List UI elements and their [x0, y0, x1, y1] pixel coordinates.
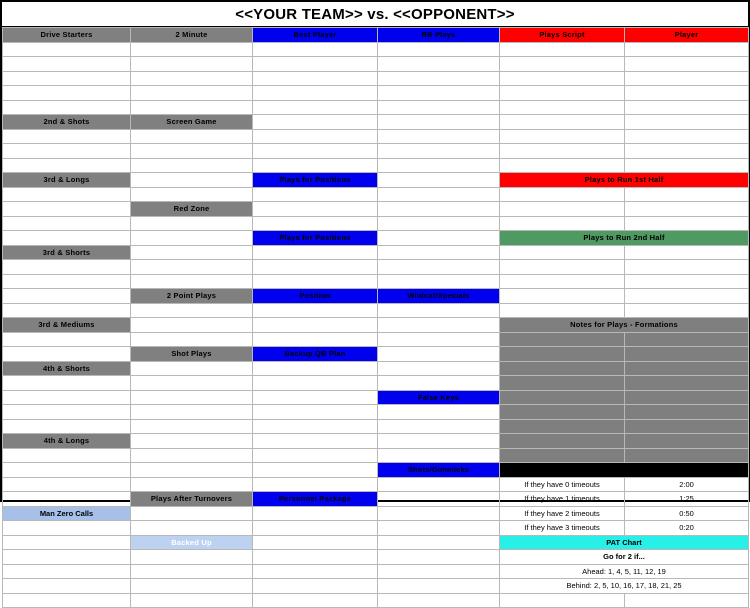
cell[interactable] — [253, 564, 378, 579]
timeout-row-label: If they have 2 timeouts — [500, 506, 625, 521]
table-row — [3, 245, 749, 260]
cell[interactable] — [131, 100, 253, 115]
cell[interactable] — [625, 303, 749, 318]
cell[interactable] — [131, 361, 253, 376]
cell[interactable] — [3, 144, 131, 159]
timeout-row-label: If they have 0 timeouts — [500, 477, 625, 492]
cell[interactable] — [253, 216, 378, 231]
section-shot-plays: Shot Plays — [131, 347, 253, 362]
cell[interactable] — [378, 550, 500, 565]
cell[interactable] — [3, 332, 131, 347]
cell[interactable] — [253, 535, 378, 550]
notes-cell[interactable] — [500, 361, 625, 376]
section-plays-after-turnovers: Plays After Turnovers — [131, 492, 253, 507]
cell[interactable] — [500, 144, 625, 159]
cell[interactable] — [253, 405, 378, 420]
cell[interactable] — [378, 216, 500, 231]
cell[interactable] — [131, 434, 253, 449]
cell[interactable] — [378, 361, 500, 376]
cell[interactable] — [3, 419, 131, 434]
cell[interactable] — [131, 579, 253, 594]
notes-cell[interactable] — [625, 419, 749, 434]
table-row — [3, 57, 749, 72]
page-title-row — [2, 2, 748, 27]
cell[interactable] — [253, 303, 378, 318]
cell[interactable] — [378, 347, 500, 362]
cell[interactable] — [378, 579, 500, 594]
cell[interactable] — [378, 535, 500, 550]
cell[interactable] — [3, 274, 131, 289]
cell[interactable] — [253, 579, 378, 594]
timeout-row-value: 2:00 — [625, 477, 749, 492]
cell[interactable] — [253, 318, 378, 333]
cell[interactable] — [3, 376, 131, 391]
cell[interactable] — [500, 86, 625, 101]
cell[interactable] — [500, 202, 625, 217]
notes-cell[interactable] — [500, 390, 625, 405]
cell[interactable] — [378, 187, 500, 202]
cell[interactable] — [500, 289, 625, 304]
section-plays-for-positions-1: Plays for Positions — [253, 173, 378, 188]
notes-cell[interactable] — [500, 448, 625, 463]
cell[interactable] — [378, 71, 500, 86]
table-row — [3, 492, 749, 507]
section-position: Position — [253, 289, 378, 304]
section-wildcat-specials: Wildcat/Specials — [378, 289, 500, 304]
cell[interactable] — [500, 100, 625, 115]
cell[interactable] — [253, 463, 378, 478]
pat-chart-line: Ahead: 1, 4, 5, 11, 12, 19 — [500, 564, 749, 579]
cell[interactable] — [625, 593, 749, 608]
table-row — [3, 274, 749, 289]
cell[interactable] — [131, 129, 253, 144]
cell[interactable] — [3, 463, 131, 478]
col-header-best-player: Best Player — [253, 28, 378, 43]
cell[interactable] — [378, 231, 500, 246]
cell[interactable] — [378, 158, 500, 173]
cell[interactable] — [378, 202, 500, 217]
cell[interactable] — [500, 216, 625, 231]
cell[interactable] — [3, 521, 131, 536]
cell[interactable] — [378, 564, 500, 579]
table-row — [3, 564, 749, 579]
cell[interactable] — [3, 303, 131, 318]
cell[interactable] — [500, 260, 625, 275]
table-row — [3, 550, 749, 565]
cell[interactable] — [131, 144, 253, 159]
cell[interactable] — [3, 216, 131, 231]
table-row — [3, 231, 749, 246]
table-row — [3, 477, 749, 492]
cell[interactable] — [500, 57, 625, 72]
cell[interactable] — [253, 448, 378, 463]
cell[interactable] — [131, 260, 253, 275]
cell[interactable] — [378, 332, 500, 347]
cell[interactable] — [625, 42, 749, 57]
cell[interactable] — [253, 521, 378, 536]
cell[interactable] — [253, 477, 378, 492]
cell[interactable] — [3, 129, 131, 144]
cell[interactable] — [131, 463, 253, 478]
section-3rd-and-longs: 3rd & Longs — [3, 173, 131, 188]
cell[interactable] — [500, 303, 625, 318]
notes-cell[interactable] — [625, 332, 749, 347]
cell[interactable] — [253, 274, 378, 289]
cell[interactable] — [131, 405, 253, 420]
section-shots-gimmicks: Shots/Gimmicks — [378, 463, 500, 478]
notes-cell[interactable] — [500, 376, 625, 391]
cell[interactable] — [131, 550, 253, 565]
table-row — [3, 332, 749, 347]
cell[interactable] — [3, 57, 131, 72]
cell[interactable] — [131, 332, 253, 347]
table-row — [3, 463, 749, 478]
cell[interactable] — [3, 579, 131, 594]
cell[interactable] — [253, 100, 378, 115]
cell[interactable] — [253, 57, 378, 72]
table-row — [3, 86, 749, 101]
cell[interactable] — [253, 260, 378, 275]
cell[interactable] — [625, 115, 749, 130]
cell[interactable] — [131, 71, 253, 86]
cell[interactable] — [131, 390, 253, 405]
cell[interactable] — [625, 216, 749, 231]
cell[interactable] — [131, 216, 253, 231]
cell[interactable] — [625, 260, 749, 275]
timeout-row-label: If they have 3 timeouts — [500, 521, 625, 536]
table-row — [3, 419, 749, 434]
notes-cell[interactable] — [500, 419, 625, 434]
notes-cell[interactable] — [625, 448, 749, 463]
cell[interactable] — [378, 376, 500, 391]
table-row — [3, 361, 749, 376]
section-4th-and-longs: 4th & Longs — [3, 434, 131, 449]
cell[interactable] — [131, 42, 253, 57]
cell[interactable] — [625, 100, 749, 115]
cell[interactable] — [131, 564, 253, 579]
cell[interactable] — [500, 593, 625, 608]
cell[interactable] — [253, 129, 378, 144]
section-2nd-and-shots: 2nd & Shots — [3, 115, 131, 130]
cell[interactable] — [253, 376, 378, 391]
col-header-rb-plays: RB Plays — [378, 28, 500, 43]
timeout-row-value: 0:50 — [625, 506, 749, 521]
cell[interactable] — [500, 115, 625, 130]
cell[interactable] — [253, 550, 378, 565]
cell[interactable] — [131, 158, 253, 173]
cell[interactable] — [3, 405, 131, 420]
section-3rd-and-shorts: 3rd & Shorts — [3, 245, 131, 260]
table-row — [3, 347, 749, 362]
cell[interactable] — [131, 506, 253, 521]
cell[interactable] — [3, 86, 131, 101]
cell[interactable] — [131, 57, 253, 72]
cell[interactable] — [500, 71, 625, 86]
cell[interactable] — [378, 405, 500, 420]
pat-chart-line: Go for 2 if... — [500, 550, 749, 565]
table-row — [3, 100, 749, 115]
cell[interactable] — [625, 274, 749, 289]
cell[interactable] — [625, 158, 749, 173]
table-row — [3, 289, 749, 304]
table-row — [3, 434, 749, 449]
notes-cell[interactable] — [625, 376, 749, 391]
cell[interactable] — [253, 506, 378, 521]
section-3rd-and-mediums: 3rd & Mediums — [3, 318, 131, 333]
notes-cell[interactable] — [500, 434, 625, 449]
cell[interactable] — [378, 42, 500, 57]
section-red-zone: Red Zone — [131, 202, 253, 217]
cell[interactable] — [378, 492, 500, 507]
cell[interactable] — [625, 71, 749, 86]
table-row — [3, 303, 749, 318]
cell[interactable] — [3, 477, 131, 492]
col-header-2-minute: 2 Minute — [131, 28, 253, 43]
table-row — [3, 202, 749, 217]
cell[interactable] — [131, 419, 253, 434]
cell[interactable] — [378, 593, 500, 608]
table-row — [3, 71, 749, 86]
cell[interactable] — [3, 158, 131, 173]
section-plays-to-run-1st-half: Plays to Run 1st Half — [500, 173, 749, 188]
cell[interactable] — [500, 158, 625, 173]
section-man-zero-calls: Man Zero Calls — [3, 506, 131, 521]
cell[interactable] — [253, 332, 378, 347]
cell[interactable] — [378, 86, 500, 101]
cell[interactable] — [378, 521, 500, 536]
table-row — [3, 216, 749, 231]
cell[interactable] — [3, 187, 131, 202]
cell[interactable] — [253, 86, 378, 101]
notes-cell[interactable] — [625, 434, 749, 449]
cell[interactable] — [131, 274, 253, 289]
timeout-row-value: 1:25 — [625, 492, 749, 507]
cell[interactable] — [625, 86, 749, 101]
cell[interactable] — [625, 245, 749, 260]
timeout-row-label: If they have 1 timeouts — [500, 492, 625, 507]
cell[interactable] — [500, 245, 625, 260]
cell[interactable] — [378, 318, 500, 333]
table-row — [3, 129, 749, 144]
cell[interactable] — [131, 187, 253, 202]
cell[interactable] — [3, 564, 131, 579]
cell[interactable] — [3, 202, 131, 217]
cell[interactable] — [131, 245, 253, 260]
notes-cell[interactable] — [625, 361, 749, 376]
pat-chart-header: PAT Chart — [500, 535, 749, 550]
cell[interactable] — [3, 492, 131, 507]
section-screen-game: Screen Game — [131, 115, 253, 130]
cell[interactable] — [3, 260, 131, 275]
col-header-player: Player — [625, 28, 749, 43]
cell[interactable] — [378, 434, 500, 449]
col-header-drive-starters: Drive Starters — [3, 28, 131, 43]
section-plays-for-positions-2: Plays for Positions — [253, 231, 378, 246]
table-row — [3, 260, 749, 275]
notes-cell[interactable] — [625, 390, 749, 405]
table-row — [3, 187, 749, 202]
table-row — [3, 579, 749, 594]
table-row — [3, 144, 749, 159]
table-row — [3, 158, 749, 173]
cell[interactable] — [625, 202, 749, 217]
call-sheet-grid — [2, 27, 749, 608]
notes-cell[interactable] — [500, 332, 625, 347]
cell[interactable] — [3, 42, 131, 57]
cell[interactable] — [378, 245, 500, 260]
notes-cell[interactable] — [500, 347, 625, 362]
pat-chart-line: Behind: 2, 5, 10, 16, 17, 18, 21, 25 — [500, 579, 749, 594]
notes-cell[interactable] — [625, 347, 749, 362]
cell[interactable] — [3, 593, 131, 608]
cell[interactable] — [378, 448, 500, 463]
column-header-row — [3, 28, 749, 43]
table-row — [3, 405, 749, 420]
section-4th-and-shorts: 4th & Shorts — [3, 361, 131, 376]
cell[interactable] — [3, 289, 131, 304]
cell[interactable] — [378, 506, 500, 521]
cell[interactable] — [378, 144, 500, 159]
table-row — [3, 521, 749, 536]
table-row — [3, 448, 749, 463]
cell[interactable] — [131, 593, 253, 608]
timeout-row-value: 0:20 — [625, 521, 749, 536]
cell[interactable] — [253, 593, 378, 608]
cell[interactable] — [500, 187, 625, 202]
cell[interactable] — [378, 57, 500, 72]
table-row — [3, 535, 749, 550]
section-plays-to-run-2nd-half: Plays to Run 2nd Half — [500, 231, 749, 246]
cell[interactable] — [3, 535, 131, 550]
col-header-plays-script: Plays Script — [500, 28, 625, 43]
cell[interactable] — [253, 115, 378, 130]
table-row — [3, 390, 749, 405]
cell[interactable] — [378, 274, 500, 289]
timeouts-header: Timeouts — [500, 463, 749, 478]
cell[interactable] — [253, 361, 378, 376]
table-row — [3, 42, 749, 57]
cell[interactable] — [131, 173, 253, 188]
section-backup-qb-plan: Backup QB Plan — [253, 347, 378, 362]
notes-cell[interactable] — [500, 405, 625, 420]
cell[interactable] — [378, 115, 500, 130]
cell[interactable] — [3, 448, 131, 463]
cell[interactable] — [253, 434, 378, 449]
cell[interactable] — [131, 318, 253, 333]
table-row — [3, 318, 749, 333]
cell[interactable] — [625, 144, 749, 159]
table-row — [3, 506, 749, 521]
cell[interactable] — [500, 274, 625, 289]
cell[interactable] — [253, 390, 378, 405]
table-row — [3, 115, 749, 130]
section-2-point-plays: 2 Point Plays — [131, 289, 253, 304]
cell[interactable] — [378, 173, 500, 188]
cell[interactable] — [500, 42, 625, 57]
cell[interactable] — [253, 42, 378, 57]
cell[interactable] — [3, 550, 131, 565]
cell[interactable] — [625, 187, 749, 202]
cell[interactable] — [253, 158, 378, 173]
cell[interactable] — [253, 144, 378, 159]
section-notes-for-plays: Notes for Plays - Formations — [500, 318, 749, 333]
cell[interactable] — [378, 260, 500, 275]
cell[interactable] — [3, 390, 131, 405]
cell[interactable] — [131, 86, 253, 101]
table-row — [3, 593, 749, 608]
cell[interactable] — [378, 100, 500, 115]
cell[interactable] — [378, 477, 500, 492]
cell[interactable] — [378, 419, 500, 434]
cell[interactable] — [625, 129, 749, 144]
cell[interactable] — [253, 419, 378, 434]
cell[interactable] — [131, 303, 253, 318]
cell[interactable] — [131, 231, 253, 246]
cell[interactable] — [253, 245, 378, 260]
table-row — [3, 376, 749, 391]
cell[interactable] — [131, 376, 253, 391]
page-title: <<YOUR TEAM>> vs. <<OPPONENT>> — [235, 5, 515, 23]
cell[interactable] — [625, 57, 749, 72]
cell[interactable] — [3, 231, 131, 246]
cell[interactable] — [500, 129, 625, 144]
section-false-keys: False Keys — [378, 390, 500, 405]
cell[interactable] — [378, 129, 500, 144]
cell[interactable] — [3, 347, 131, 362]
cell[interactable] — [131, 477, 253, 492]
cell[interactable] — [253, 187, 378, 202]
notes-cell[interactable] — [625, 405, 749, 420]
cell[interactable] — [625, 289, 749, 304]
cell[interactable] — [253, 71, 378, 86]
cell[interactable] — [378, 303, 500, 318]
cell[interactable] — [131, 448, 253, 463]
cell[interactable] — [253, 202, 378, 217]
cell[interactable] — [3, 100, 131, 115]
cell[interactable] — [131, 521, 253, 536]
section-personnel-package: Personnel Package — [253, 492, 378, 507]
cell[interactable] — [3, 71, 131, 86]
table-row — [3, 173, 749, 188]
section-backed-up: Backed Up — [131, 535, 253, 550]
